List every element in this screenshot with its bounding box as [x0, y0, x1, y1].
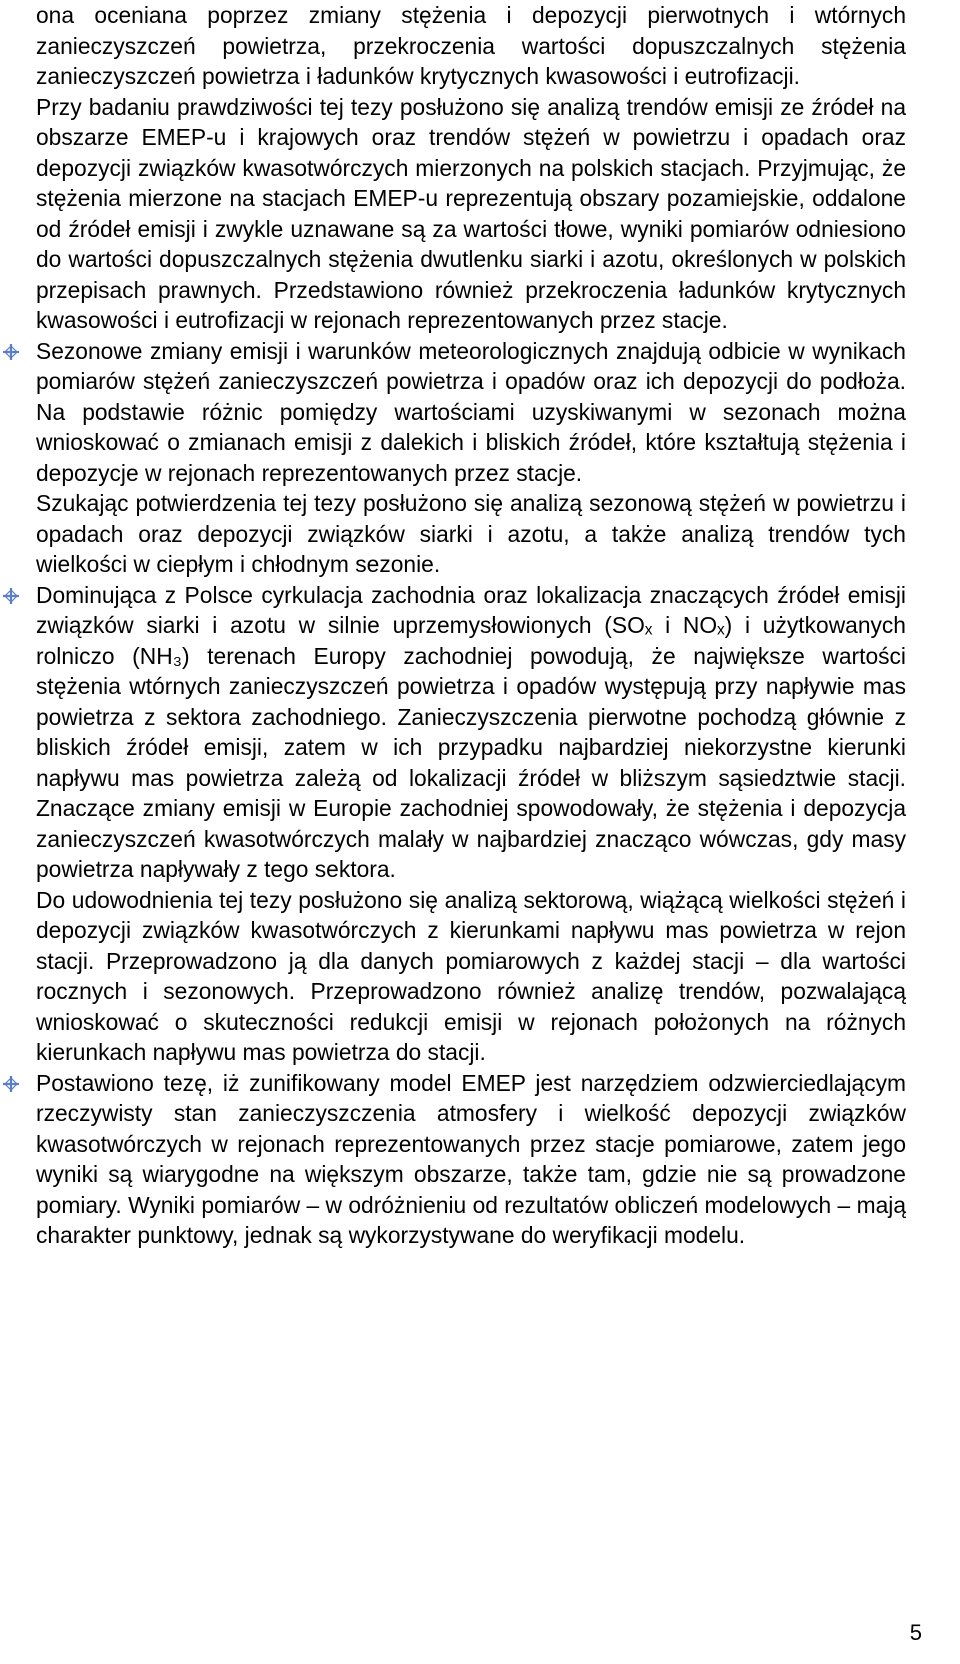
body-text — [36, 0, 906, 1251]
diamond-bullet-icon — [2, 1075, 20, 1093]
paragraph: Szukając potwierdzenia tej tezy posłużono się analizą sezonową stężeń w powietrzu i opadach oraz depozycji związków siarki i azotu, a także analizą trendów tych wielkości w ciepłym i chłodnym sezonie. — [36, 490, 906, 577]
paragraph: Sezonowe zmiany emisji i warunków meteorologicznych znajdują odbicie w wynikach pomiarów stężeń zanieczyszczeń powietrza i opadów oraz ich depozycji do podłoża. Na podstawie różnic pomiędzy wartościami uzyskiwanymi w sezonach można wnioskować o zmianach emisji z dalekich i bliskich źródeł, które kształtują stężenia i depozycje w rejonach reprezentowanych przez stacje. — [36, 337, 906, 486]
page-number: 5 — [909, 1620, 922, 1645]
paragraph: Postawiono tezę, iż zunifikowany model EMEP jest narzędziem odzwierciedlającym rzeczywisty stan zanieczyszczenia atmosfery i wielkość depozycji związków kwasotwórczych w rejonach reprezentowanych przez stacje pomiarowe, zatem jego wyniki są wiarygodne na większym obszarze, także tam, gdzie nie są prowadzone pomiary. Wyniki pomiarów – w odróżnieniu od rezultatów obliczeń modelowych – mają charakter punktowy, jednak są wykorzystywane do weryfikacji modelu. — [36, 1069, 906, 1248]
paragraph: ona oceniana poprzez zmiany stężenia i depozycji pierwotnych i wtórnych zanieczyszczeń powietrza, przekroczenia wartości dopuszczalnych stężenia zanieczyszczeń powietrza i ładunków krytycznych kwasowości i eutrofizacji. — [36, 2, 906, 89]
paragraph: Dominująca z Polsce cyrkulacja zachodnia oraz lokalizacja znaczących źródeł emisji związków siarki i azotu w silnie uprzemysłowionych (SOₓ i NOₓ) i użytkowanych rolniczo (NH₃) terenach Europy zachodniej powodują, że największe wartości stężenia wtórnych zanieczyszczeń powietrza i opadów występują przy napływie mas powietrza z sektora zachodniego. Zanieczyszczenia pierwotne pochodzą głównie z bliskich źródeł emisji, zatem w ich przypadku najbardziej niekorzystne kierunki napływu mas powietrza zależą od lokalizacji źródeł w bliższym sąsiedztwie stacji. Znaczące zmiany emisji w Europie zachodniej spowodowały, że stężenia i depozycja zanieczyszczeń kwasotwórczych malały w najbardziej znacząco wówczas, gdy masy powietrza napływały z tego sektora. — [36, 581, 906, 882]
bullet-paragraph — [36, 336, 906, 489]
bullet-paragraph — [36, 580, 906, 885]
diamond-bullet-icon — [2, 587, 20, 605]
paragraph: Do udowodnienia tej tezy posłużono się analizą sektorową, wiążącą wielkości stężeń i depozycji związków kwasotwórczych z kierunkami napływu mas powietrza w rejon stacji. Przeprowadzono ją dla danych pomiarowych z każdej stacji – dla wartości rocznych i sezonowych. Przeprowadzono również analizę trendów, pozwalającą wnioskować o skuteczności redukcji emisji w rejonach położonych na różnych kierunkach napływu mas powietrza do stacji. — [36, 886, 906, 1065]
diamond-bullet-icon — [2, 343, 20, 361]
bullet-paragraph — [36, 1068, 906, 1251]
paragraph: Przy badaniu prawdziwości tej tezy posłużono się analizą trendów emisji ze źródeł na obszarze EMEP-u i krajowych oraz trendów stężeń w powietrzu i opadach oraz depozycji związków kwasotwórczych mierzonych na polskich stacjach. Przyjmując, że stężenia mierzone na stacjach EMEP-u reprezentują obszary pozamiejskie, oddalone od źródeł emisji i zwykle uznawane są za wartości tłowe, wyniki pomiarów odniesiono do wartości dopuszczalnych stężenia dwutlenku siarki i azotu, określonych w polskich przepisach prawnych. Przedstawiono również przekroczenia ładunków krytycznych kwasowości i eutrofizacji w rejonach reprezentowanych przez stacje. — [36, 93, 906, 333]
